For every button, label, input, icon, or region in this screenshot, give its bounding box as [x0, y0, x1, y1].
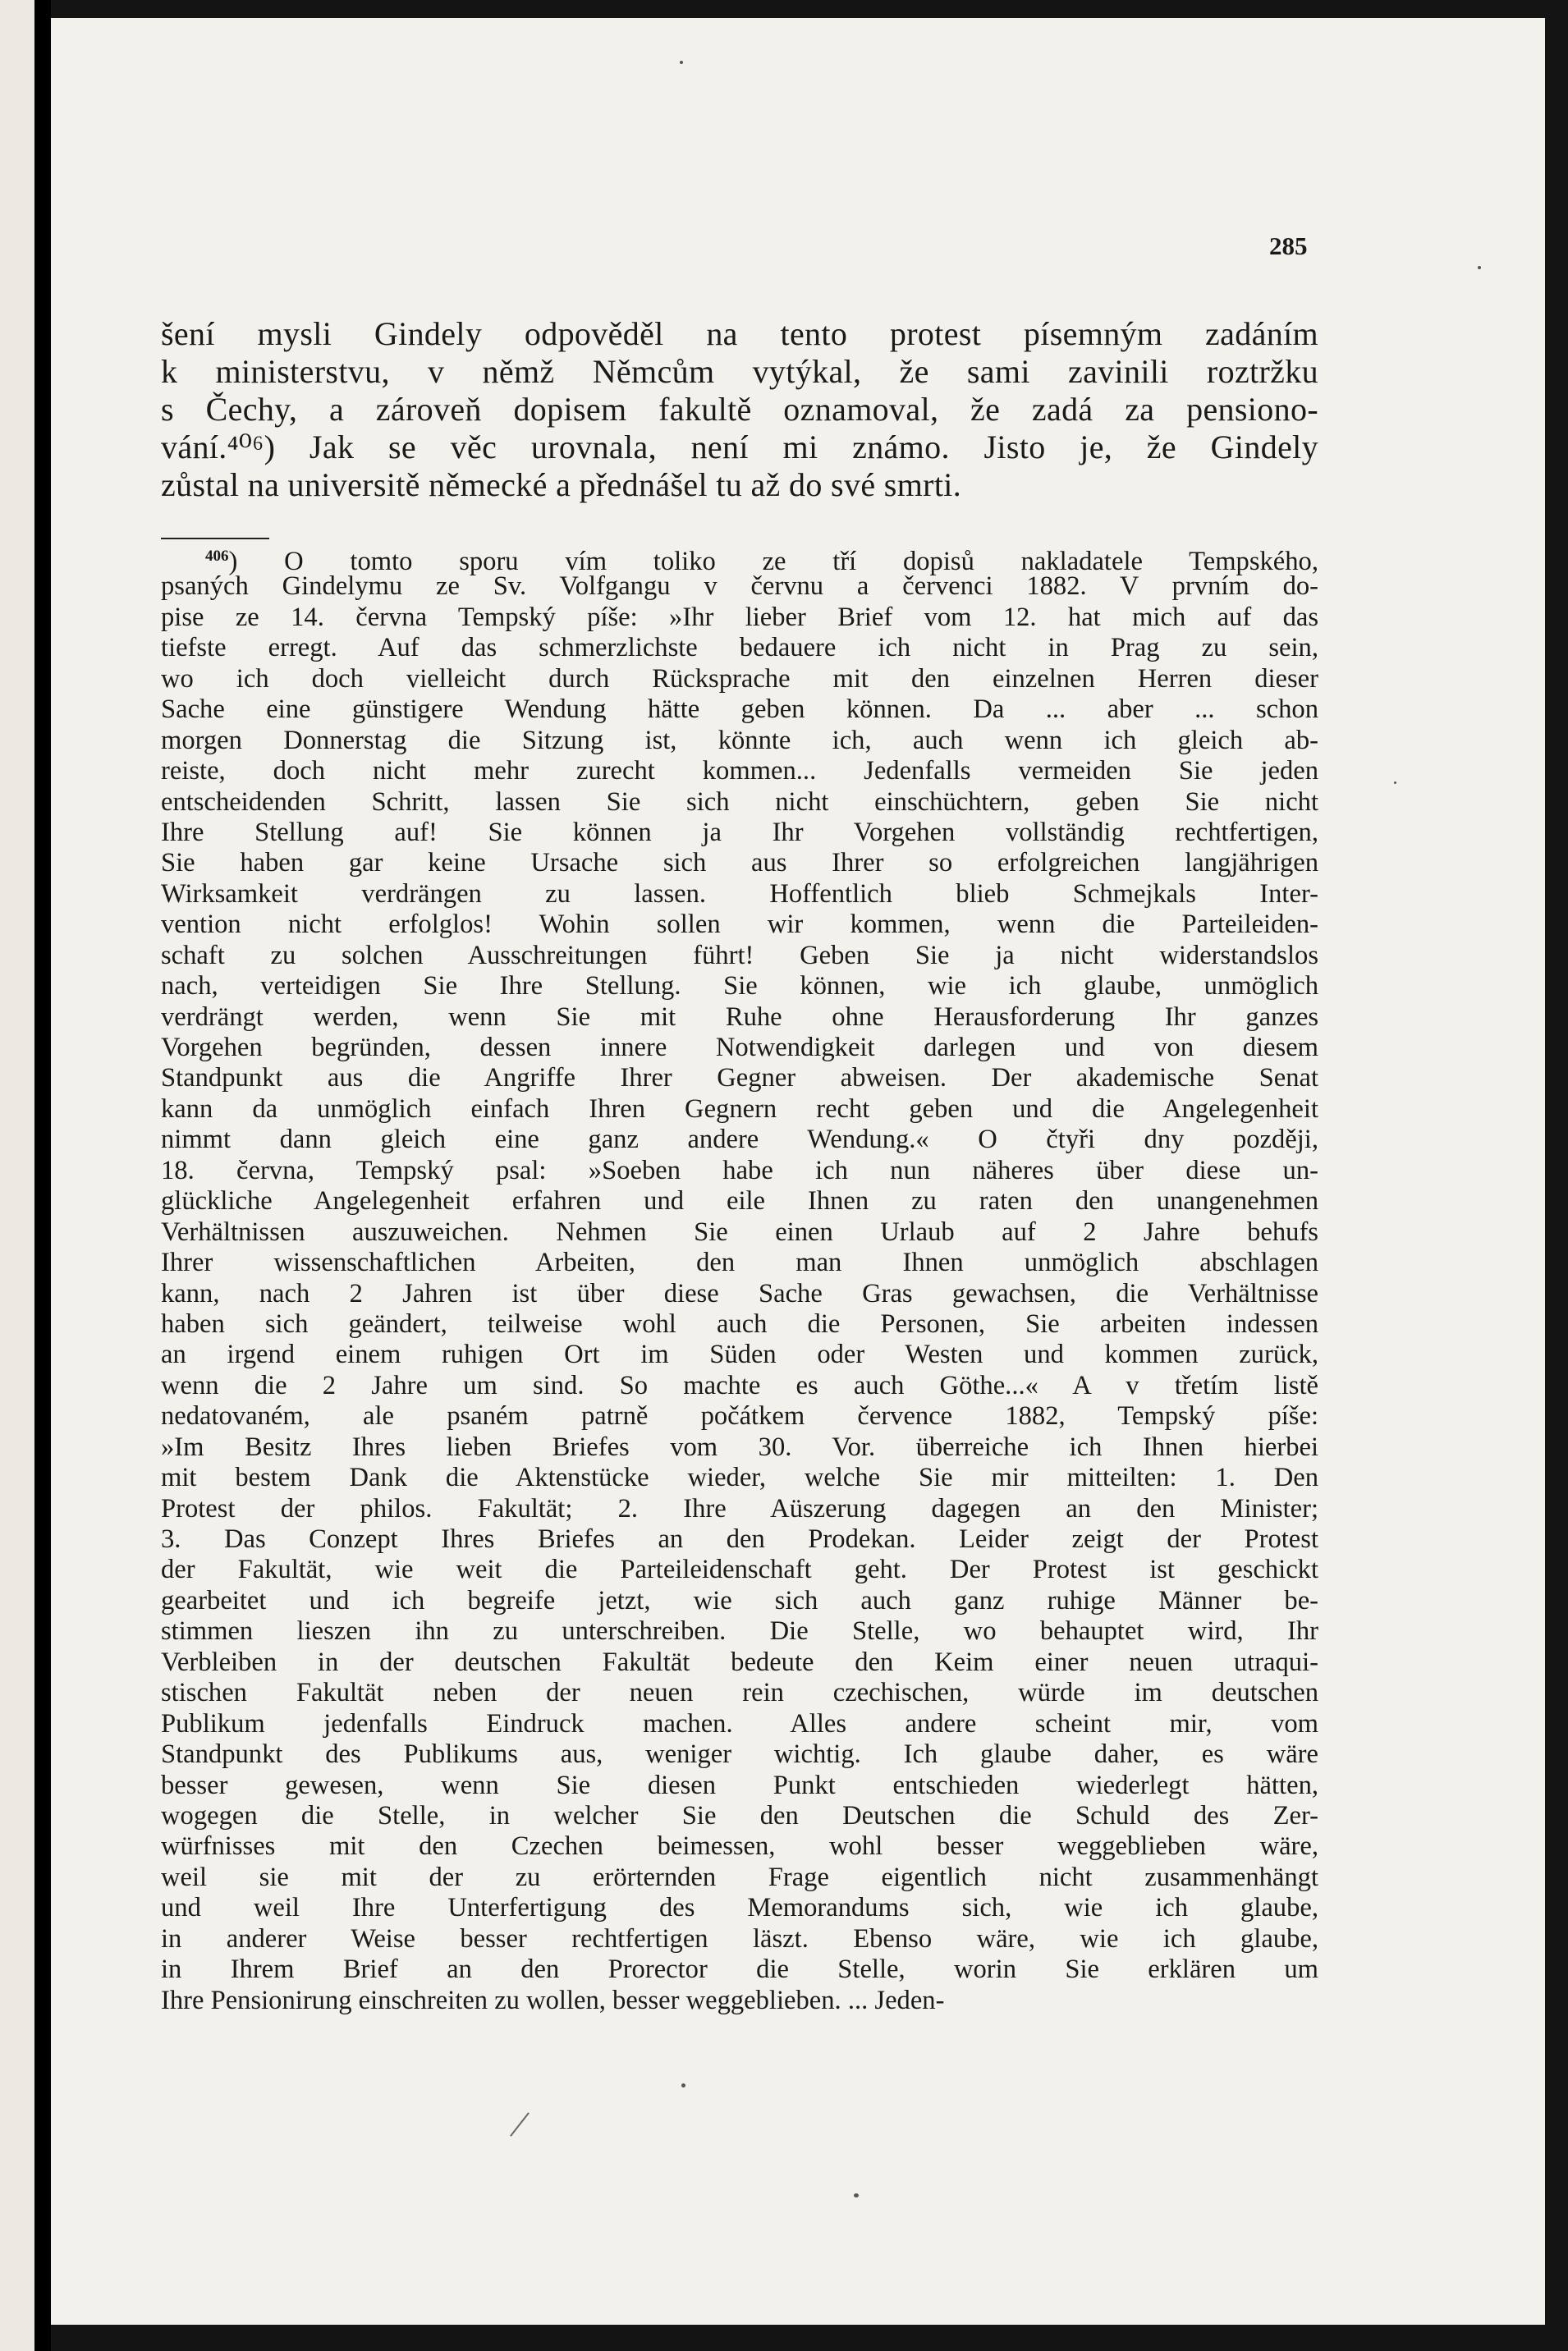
book-page	[51, 18, 1545, 2325]
footnote-line: in Ihrem Brief an den Prorector die Stelle, worin Sie erklären um	[161, 1955, 1318, 1985]
footnote-line: »Im Besitz Ihres lieben Briefes vom 30. Vor. überreiche ich Ihnen hierbei	[161, 1432, 1318, 1462]
footnote-first-line	[161, 541, 1318, 576]
footnote-line: stischen Fakultät neben der neuen rein czechischen, würde im deutschen	[161, 1678, 1318, 1708]
main-line: k ministerstvu, v němž Němcům vytýkal, že sami zavinili roztržku	[161, 353, 1318, 390]
footnote-line: Sie haben gar keine Ursache sich aus Ihrer so erfolgreichen langjährigen	[161, 848, 1318, 878]
footnote-line: haben sich geändert, teilweise wohl auch die Personen, Sie arbeiten indessen	[161, 1308, 1318, 1339]
footnote-line: wo ich doch vielleicht durch Rücksprache mit den einzelnen Herren dieser	[161, 663, 1318, 694]
footnote-line: psaných Gindelymu ze Sv. Volfgangu v červnu a červenci 1882. V prvním do-	[161, 571, 1318, 602]
footnote-line: nedatovaném, ale psaném patrně počátkem července 1882, Tempský píše:	[161, 1401, 1318, 1432]
footnote-line: an irgend einem ruhigen Ort im Süden oder Westen und kommen zurück,	[161, 1340, 1318, 1370]
footnote-line: Ihre Pensionirung einschreiten zu wollen, besser weggeblieben. ... Jeden-	[161, 1985, 945, 2015]
footnote-line: mit bestem Dank die Aktenstücke wieder, welche Sie mir mitteilten: 1. Den	[161, 1463, 1318, 1493]
footnote-line: Protest der philos. Fakultät; 2. Ihre Aüszerung dagegen an den Minister;	[161, 1493, 1318, 1524]
footnote-line: verdrängt werden, wenn Sie mit Ruhe ohne Herausforderung Ihr ganzes	[161, 1001, 1318, 1032]
footnote-separator	[161, 538, 269, 539]
footnote-line: Publikum jedenfalls Eindruck machen. Alles andere scheint mir, vom	[161, 1708, 1318, 1739]
footnote-line: Standpunkt aus die Angriffe Ihrer Gegner abweisen. Der akademische Senat	[161, 1063, 1318, 1093]
footnote-line: pise ze 14. června Tempský píše: »Ihr lieber Brief vom 12. hat mich auf das	[161, 602, 1318, 632]
dust-speck	[1394, 781, 1396, 784]
footnote-line: schaft zu solchen Ausschreitungen führt! Geben Sie ja nicht widerstandslos	[161, 940, 1318, 970]
dust-speck	[854, 2193, 859, 2197]
page-number: 285	[1269, 231, 1308, 260]
footnote-line: der Fakultät, wie weit die Parteileidenschaft geht. Der Protest ist geschickt	[161, 1555, 1318, 1585]
footnote-line: glückliche Angelegenheit erfahren und eile Ihnen zu raten den unangenehmen	[161, 1186, 1318, 1217]
footnote-line: in anderer Weise besser rechtfertigen läszt. Ebenso wäre, wie ich glaube,	[161, 1923, 1318, 1954]
paper-scratch	[510, 2112, 530, 2137]
main-line: zůstal na universitě německé a přednášel tu až do své smrti.	[161, 466, 962, 503]
dust-speck	[680, 61, 683, 64]
footnote-line: Sache eine günstigere Wendung hätte geben können. Da ... aber ... schon	[161, 694, 1318, 725]
footnote-line-text: ) O tomto sporu vím toliko ze tří dopisů nakladatele Tempského,	[228, 547, 1318, 576]
gutter-shadow	[34, 0, 51, 2351]
footnote-line: gearbeitet und ich begreife jetzt, wie sich auch ganz ruhige Männer be-	[161, 1585, 1318, 1615]
footnote-line: 3. Das Conzept Ihres Briefes an den Prodekan. Leider zeigt der Protest	[161, 1524, 1318, 1554]
footnote-line: Verhältnissen auszuweichen. Nehmen Sie einen Urlaub auf 2 Jahre behufs	[161, 1217, 1318, 1247]
footnote-line: Standpunkt des Publikums aus, weniger wichtig. Ich glaube daher, es wäre	[161, 1739, 1318, 1770]
dust-speck	[681, 2083, 685, 2087]
footnote-line: reiste, doch nicht mehr zurecht kommen... Jedenfalls vermeiden Sie jeden	[161, 756, 1318, 786]
footnote-line: Wirksamkeit verdrängen zu lassen. Hoffentlich blieb Schmejkals Inter-	[161, 878, 1318, 909]
footnote-line: 18. června, Tempský psal: »Soeben habe ich nun näheres über diese un-	[161, 1155, 1318, 1185]
footnote-marker: 406	[205, 548, 229, 565]
footnote-line: vention nicht erfolglos! Wohin sollen wir kommen, wenn die Parteileiden-	[161, 910, 1318, 940]
footnote-line: weil sie mit der zu erörternden Frage eigentlich nicht zusammenhängt	[161, 1862, 1318, 1892]
footnote-line: wogegen die Stelle, in welcher Sie den Deutschen die Schuld des Zer-	[161, 1800, 1318, 1831]
dust-speck	[1478, 266, 1481, 269]
footnote-line: und weil Ihre Unterfertigung des Memorandums sich, wie ich glaube,	[161, 1893, 1318, 1923]
footnote-line: stimmen lieszen ihn zu unterschreiben. Die Stelle, wo behauptet wird, Ihr	[161, 1616, 1318, 1647]
footnote-line: Ihrer wissenschaftlichen Arbeiten, den man Ihnen unmöglich abschlagen	[161, 1248, 1318, 1278]
footnote-line: entscheidenden Schritt, lassen Sie sich nicht einschüchtern, geben Sie nicht	[161, 786, 1318, 817]
footnote-line: tiefste erregt. Auf das schmerzlichste bedauere ich nicht in Prag zu sein,	[161, 633, 1318, 663]
footnote-line: Ihre Stellung auf! Sie können ja Ihr Vorgehen vollständig rechtfertigen,	[161, 817, 1318, 847]
footnote	[161, 541, 1318, 2016]
main-line: vání.⁴⁰⁶) Jak se věc urovnala, není mi známo. Jisto je, že Gindely	[161, 428, 1318, 465]
footnote-line: morgen Donnerstag die Sitzung ist, könnte ich, auch wenn ich gleich ab-	[161, 725, 1318, 755]
footnote-line: Verbleiben in der deutschen Fakultät bedeute den Keim einer neuen utraqui-	[161, 1647, 1318, 1677]
footnote-line: würfnisses mit den Czechen beimessen, wohl besser weggeblieben wäre,	[161, 1831, 1318, 1862]
footnote-line: nimmt dann gleich eine ganz andere Wendung.« O čtyři dny později,	[161, 1125, 1318, 1155]
main-line: šení mysli Gindely odpověděl na tento protest písemným zadáním	[161, 315, 1318, 352]
main-paragraph	[161, 315, 1318, 504]
book-spine-edge	[0, 0, 34, 2351]
footnote-line: kann, nach 2 Jahren ist über diese Sache Gras gewachsen, die Verhältnisse	[161, 1278, 1318, 1308]
footnote-line: nach, verteidigen Sie Ihre Stellung. Sie können, wie ich glaube, unmöglich	[161, 971, 1318, 1001]
footnote-line: kann da unmöglich einfach Ihren Gegnern recht geben und die Angelegenheit	[161, 1093, 1318, 1124]
footnote-line: wenn die 2 Jahre um sind. So machte es auch Göthe...« A v třetím listě	[161, 1370, 1318, 1400]
main-line: s Čechy, a zároveň dopisem fakultě oznamoval, že zadá za pensiono-	[161, 391, 1318, 428]
footnote-line: besser gewesen, wenn Sie diesen Punkt entschieden wiederlegt hätten,	[161, 1770, 1318, 1800]
footnote-line: Vorgehen begründen, dessen innere Notwendigkeit darlegen und von diesem	[161, 1033, 1318, 1062]
